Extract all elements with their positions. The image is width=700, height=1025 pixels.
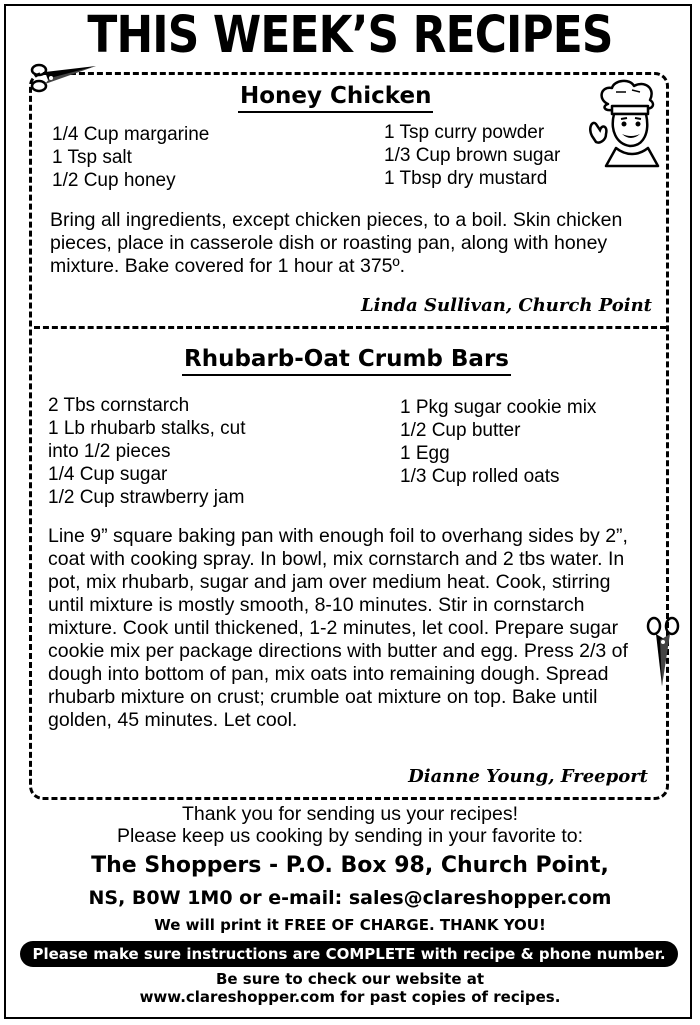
- recipe-instructions: Bring all ingredients, except chicken pieces, to a boil. Skin chicken pieces, place in casserole dish or roasting pan, along with honey mixture. Bake covered for 1 hour at 375º.: [50, 209, 623, 277]
- ingredients-right-list: [384, 121, 560, 190]
- ingredient-item: 1/2 Cup butter: [400, 420, 521, 441]
- ingredient-item: 1/3 Cup rolled oats: [400, 466, 560, 487]
- recipe-author: Dianne Young, Freeport: [408, 766, 648, 787]
- ingredient-item: 2 Tbs cornstarch: [48, 395, 190, 416]
- ingredient-item: 1/2 Cup honey: [52, 170, 176, 191]
- thanks-text: Thank you for sending us your recipes!: [181, 803, 518, 825]
- website-line: Be sure to check our website at: [215, 970, 485, 988]
- ingredients-left-list: [52, 123, 209, 192]
- page-title: THIS WEEK’S RECIPES: [87, 6, 613, 65]
- recipe-divider: [34, 326, 666, 329]
- ingredient-item: 1/4 Cup margarine: [52, 124, 210, 145]
- ingredient-item: 1 Tsp curry powder: [384, 122, 545, 143]
- ingredients-right-list: [400, 396, 596, 488]
- free-notice: We will print it FREE OF CHARGE. THANK YOU!: [154, 916, 546, 934]
- recipe-title: Rhubarb-Oat Crumb Bars: [182, 345, 511, 376]
- ingredient-item: 1 Pkg sugar cookie mix: [400, 397, 597, 418]
- ingredient-item: into 1/2 pieces: [48, 441, 171, 462]
- keep-cooking-text: Please keep us cooking by sending in your favorite to:: [116, 825, 584, 847]
- ingredients-left-list: [48, 394, 246, 509]
- scissors-icon: [26, 50, 100, 98]
- recipe-author: Linda Sullivan, Church Point: [360, 295, 652, 316]
- ingredient-item: 1/3 Cup brown sugar: [384, 145, 561, 166]
- address-line: The Shoppers - P.O. Box 98, Church Point,: [91, 853, 609, 878]
- recipe-title: Honey Chicken: [238, 82, 433, 113]
- address-line: NS, B0W 1M0 or e-mail: sales@clareshopper.com: [88, 887, 612, 909]
- ingredient-item: 1 Lb rhubarb stalks, cut: [48, 418, 246, 439]
- ingredient-item: 1/4 Cup sugar: [48, 464, 168, 485]
- chef-icon: [586, 78, 668, 168]
- ingredient-item: 1/2 Cup strawberry jam: [48, 487, 245, 508]
- ingredient-item: 1 Tbsp dry mustard: [384, 168, 548, 189]
- ingredient-item: 1 Tsp salt: [52, 147, 132, 168]
- ingredient-item: 1 Egg: [400, 443, 450, 464]
- instructions-banner: Please make sure instructions are COMPLETE with recipe & phone number.: [20, 941, 678, 967]
- website-line: www.clareshopper.com for past copies of recipes.: [139, 988, 561, 1006]
- recipe-instructions: Line 9” square baking pan with enough foil to overhang sides by 2”, coat with cooking spray. In bowl, mix cornstarch and 2 tbs water. In pot, mix rhubarb, sugar and jam over medium heat. Cook, stirring until mixture is mostly smooth, 8-10 minutes. Stir in cornstarch mixture. Cook until thickened, 1-2 minutes, let cool. Prepare sugar cookie mix per package directions with butter and egg. Press 2/3 of dough into bottom of pan, mix oats into remaining dough. Spread rhubarb mixture on crust; crumble oat mixture on top. Bake until golden, 45 minutes. Let cool.: [48, 525, 628, 731]
